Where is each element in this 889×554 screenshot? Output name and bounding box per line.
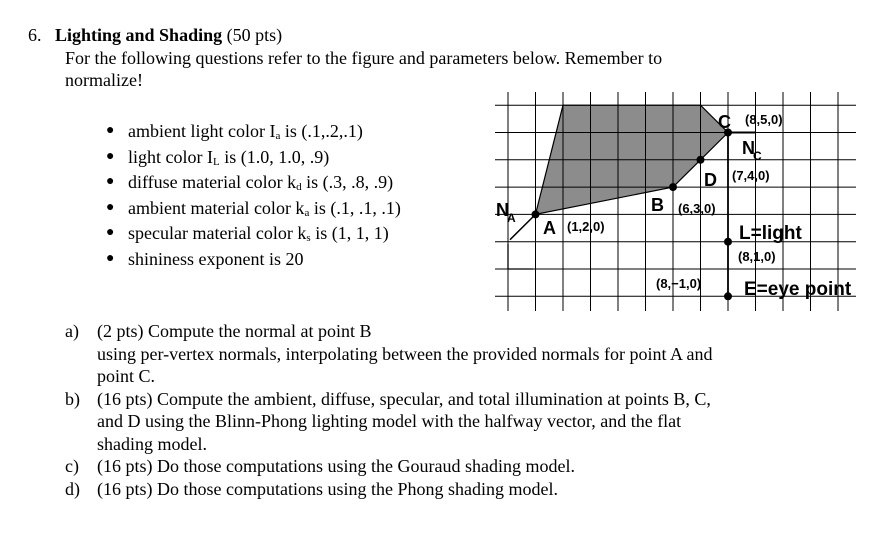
eye-coords: (8,−1,0) — [656, 276, 702, 291]
point-a-label: A — [543, 218, 556, 238]
point-a-marker — [532, 210, 540, 218]
normal-c-subscript: C — [753, 149, 762, 163]
intro-line-2: normalize! — [65, 70, 143, 90]
normal-a-subscript: A — [507, 211, 516, 225]
question-text-line: (16 pts) Do those computations using the Gouraud shading model. — [97, 456, 575, 476]
point-a-coords: (1,2,0) — [567, 219, 605, 234]
eye-label: E=eye point — [744, 279, 852, 300]
point-l-marker — [724, 238, 732, 246]
bullet-icon: ● — [106, 174, 115, 190]
parameter-item: specular material color $k_s$ is (1, 1, 1) — [128, 223, 389, 245]
question-label: d) — [65, 478, 80, 499]
point-c-label: C — [718, 112, 731, 132]
problem-title: Lighting and Shading — [55, 25, 223, 45]
question-text-line: using per-vertex normals, interpolating between the provided normals for point A and — [97, 343, 713, 364]
question-label: b) — [65, 388, 80, 409]
point-b-label: B — [651, 195, 664, 215]
parameter-item: shininess exponent is 20 — [128, 249, 304, 269]
bullet-icon: ● — [106, 199, 115, 215]
light-coords: (8,1,0) — [738, 249, 776, 264]
intro-line-1: For the following questions refer to the figure and parameters below. Remember to — [65, 48, 663, 68]
question-label: c) — [65, 456, 79, 476]
problem-points: (50 pts) — [226, 25, 283, 45]
point-e-marker — [724, 292, 732, 300]
parameter-item: ambient light color $I_a$ is (.1,.2,.1) — [128, 121, 363, 142]
bullet-icon: ● — [106, 251, 115, 266]
point-d-coords: (7,4,0) — [732, 168, 770, 183]
light-label: L=light — [739, 223, 802, 244]
question-text-line: (16 pts) Do those computations using the Phong shading model. — [97, 478, 558, 499]
normal-c-label: N — [742, 138, 755, 158]
point-d-marker — [697, 156, 705, 164]
question-text-line: shading model. — [97, 433, 207, 454]
parameter-item: ambient material color $k_a$ is (.1, .1, .1) — [128, 197, 401, 219]
parameter-item: diffuse material color $k_d$ is (.3, .8, .9) — [128, 172, 394, 194]
question-text-line: point C. — [97, 366, 156, 386]
problem-number: 6. — [28, 25, 42, 45]
question-text-line: (2 pts) Compute the normal at point B — [97, 321, 372, 341]
parameter-item: light color $I_L$ is (1.0, 1.0, .9) — [128, 146, 330, 168]
point-b-marker — [669, 183, 677, 191]
point-c-coords: (8,5,0) — [745, 112, 783, 127]
normal-a-label: N — [496, 200, 509, 220]
question-label: a) — [65, 321, 79, 341]
point-d-label: D — [704, 170, 717, 190]
bullet-icon: ● — [106, 148, 115, 164]
question-text-line: (16 pts) Compute the ambient, diffuse, specular, and total illumination at points B, C, — [97, 388, 711, 409]
point-b-coords: (6,3,0) — [678, 201, 716, 216]
question-text-line: and D using the Blinn-Phong lighting model with the halfway vector, and the flat — [97, 411, 682, 431]
bullet-icon: ● — [106, 123, 115, 138]
bullet-icon: ● — [106, 225, 115, 241]
